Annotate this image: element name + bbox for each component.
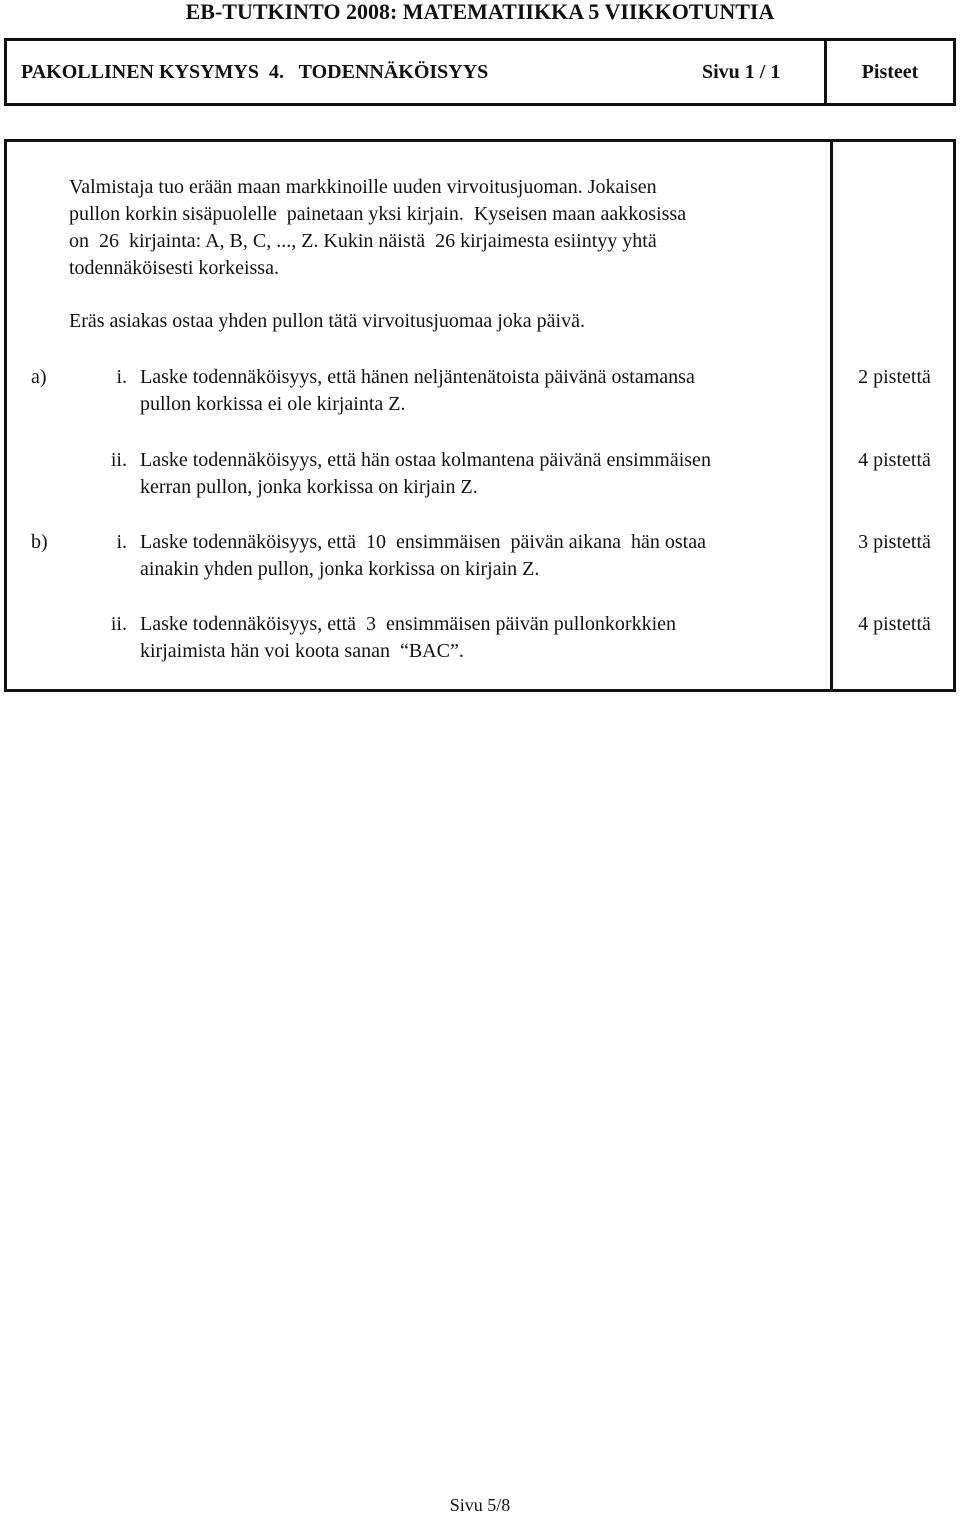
part-b-i-label: i. (116, 531, 127, 553)
points-column-divider (830, 142, 833, 689)
part-a-i-label: i. (116, 366, 127, 388)
question-header (4, 38, 956, 106)
part-b-i-text (140, 529, 706, 583)
question-line: Laske todennäköisyys, että hän ostaa kolmantena päivänä ensimmäisen (140, 449, 711, 471)
intro-line: Valmistaja tuo erään maan markkinoille uuden virvoitusjuoman. Jokaisen (69, 176, 657, 198)
page-indicator: Sivu 1 / 1 (702, 60, 781, 83)
part-a-i-points: 2 pistettä (858, 366, 931, 388)
intro-line: todennäköisesti korkeissa. (69, 257, 279, 279)
question-line: kerran pullon, jonka korkissa on kirjain Z. (140, 476, 478, 498)
question-line: Laske todennäköisyys, että 3 ensimmäisen päivän pullonkorkkien (140, 613, 676, 635)
question-line: Laske todennäköisyys, että 10 ensimmäisen päivän aikana hän ostaa (140, 531, 706, 553)
question-line: kirjaimista hän voi koota sanan “BAC”. (140, 640, 464, 662)
part-b-ii-label: ii. (110, 613, 127, 635)
page-title: EB-TUTKINTO 2008: MATEMATIIKKA 5 VIIKKOTUNTIA (185, 0, 775, 24)
intro-line: pullon korkin sisäpuolelle painetaan yksi kirjain. Kyseisen maan aakkosissa (69, 203, 687, 225)
question-body (4, 139, 956, 692)
question-heading: PAKOLLINEN KYSYMYS 4. TODENNÄKÖISYYS (21, 60, 489, 83)
page-footer: Sivu 5/8 (449, 1495, 511, 1515)
part-a-ii-points: 4 pistettä (858, 449, 931, 471)
part-a-label: a) (31, 366, 47, 388)
part-a-i-text (140, 364, 695, 418)
part-a-ii-label: ii. (110, 449, 127, 471)
part-b-ii-points: 4 pistettä (858, 613, 931, 635)
part-b-ii-text (140, 611, 676, 665)
part-a-ii-text (140, 447, 711, 501)
scenario-sentence: Eräs asiakas ostaa yhden pullon tätä virvoitusjuomaa joka päivä. (69, 310, 585, 332)
points-heading: Pisteet (824, 41, 953, 103)
intro-paragraph (69, 174, 686, 282)
header-main-cell (7, 41, 824, 103)
question-line: Laske todennäköisyys, että hänen neljäntenätoista päivänä ostamansa (140, 366, 695, 388)
question-line: pullon korkissa ei ole kirjainta Z. (140, 393, 406, 415)
question-line: ainakin yhden pullon, jonka korkissa on kirjain Z. (140, 558, 540, 580)
part-b-i-points: 3 pistettä (858, 531, 931, 553)
part-b-label: b) (31, 531, 48, 553)
intro-line: on 26 kirjainta: A, B, C, ..., Z. Kukin näistä 26 kirjaimesta esiintyy yhtä (69, 230, 657, 252)
